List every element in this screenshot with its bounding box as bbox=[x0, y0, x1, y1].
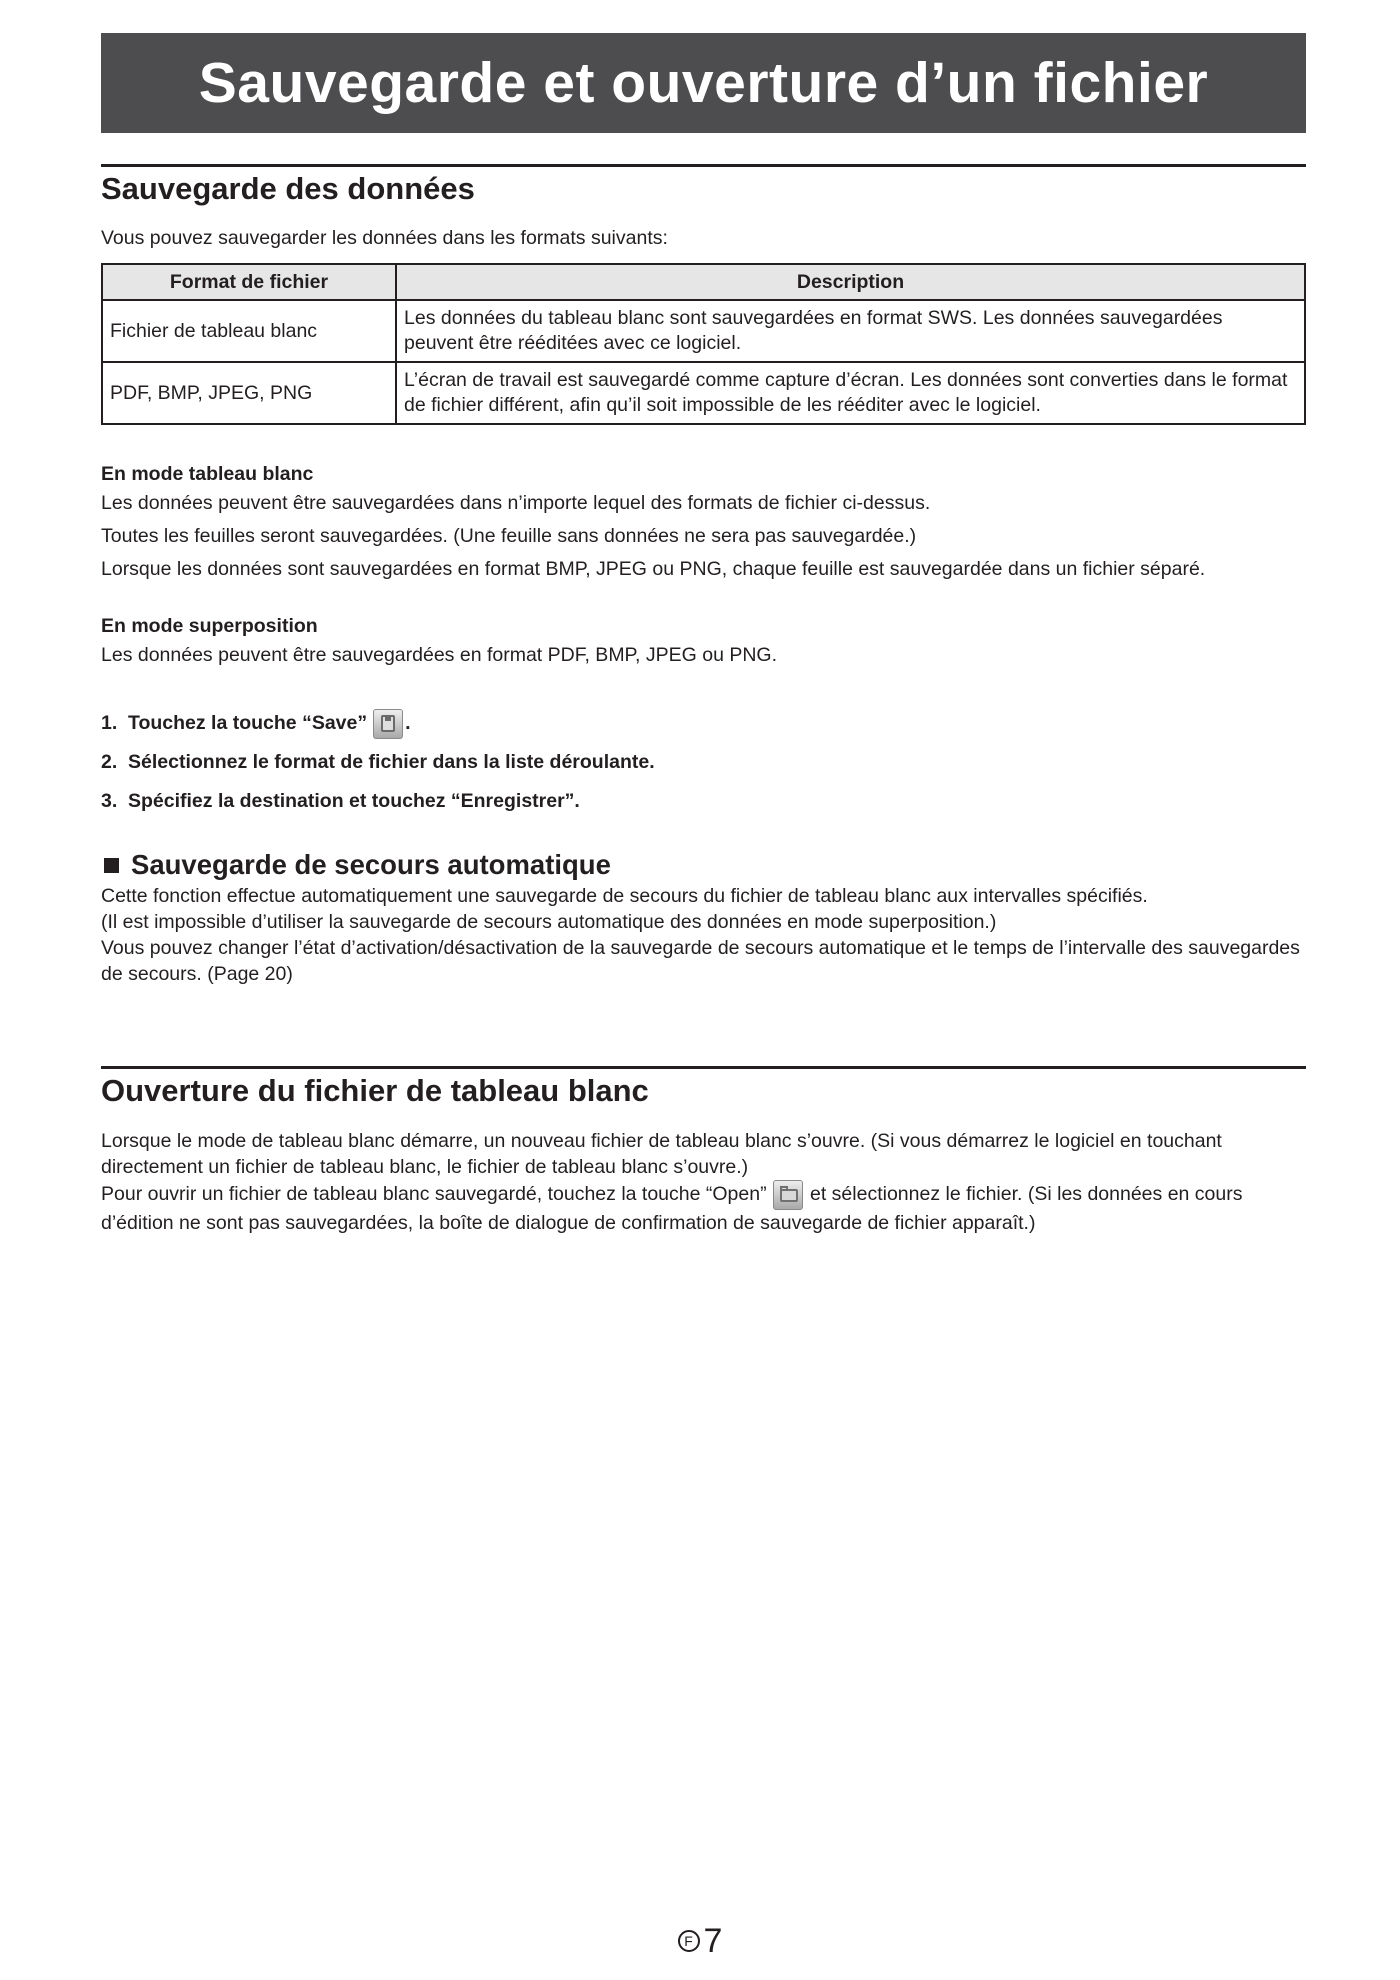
open-para-2 bbox=[101, 1180, 1306, 1236]
whiteboard-mode-block bbox=[101, 461, 1306, 586]
cell-description: Les données du tableau blanc sont sauvegardées en format SWS. Les données sauvegardées peuvent être rééditées avec ce logiciel. bbox=[396, 300, 1305, 362]
open-folder-icon bbox=[773, 1180, 803, 1210]
auto-backup-line: Vous pouvez changer l’état d’activation/désactivation de la sauvegarde de secours automatique et le temps de l’intervalle des sauvegardes de secours. (Page 20) bbox=[101, 937, 1300, 985]
open-section-body bbox=[101, 1128, 1306, 1236]
cell-format: Fichier de tableau blanc bbox=[102, 300, 396, 362]
open-section bbox=[101, 1066, 1306, 1236]
auto-backup-line: (Il est impossible d’utiliser la sauvegarde de secours automatique des données en mode superposition.) bbox=[101, 911, 997, 933]
step-text: Spécifiez la destination et touchez “Enregistrer”. bbox=[128, 790, 580, 812]
step-item bbox=[101, 704, 1306, 743]
step-item bbox=[101, 743, 1306, 782]
whiteboard-mode-line: Lorsque les données sont sauvegardées en format BMP, JPEG ou PNG, chaque feuille est sauvegardée dans un fichier séparé. bbox=[101, 558, 1206, 580]
step-text: Sélectionnez le format de fichier dans la liste déroulante. bbox=[128, 751, 655, 773]
language-mark: F bbox=[678, 1930, 700, 1952]
table-header-row bbox=[102, 264, 1305, 300]
table-row bbox=[102, 300, 1305, 362]
page-title: Sauvegarde et ouverture d’un fichier bbox=[198, 51, 1209, 115]
step-number: 3. bbox=[101, 790, 118, 812]
save-steps bbox=[101, 704, 1306, 821]
whiteboard-mode-line: Les données peuvent être sauvegardées dans n’importe lequel des formats de fichier ci-dessus. bbox=[101, 492, 931, 514]
cell-description: L’écran de travail est sauvegardé comme capture d’écran. Les données sont converties dans le format de fichier différent, afin qu’il soit impossible de les rééditer avec le logiciel. bbox=[396, 362, 1305, 424]
save-section-header bbox=[101, 164, 1306, 209]
whiteboard-mode-line: Toutes les feuilles seront sauvegardées. (Une feuille sans données ne sera pas sauvegardée.) bbox=[101, 525, 917, 547]
auto-backup-line: Cette fonction effectue automatiquement une sauvegarde de secours du fichier de tableau blanc aux intervalles spécifiés. bbox=[101, 885, 1148, 907]
auto-backup-heading-row bbox=[101, 848, 1306, 882]
save-intro: Vous pouvez sauvegarder les données dans les formats suivants: bbox=[101, 227, 668, 249]
auto-backup-body bbox=[101, 883, 1306, 987]
step-text: Touchez la touche “Save” bbox=[128, 712, 368, 734]
title-bar bbox=[101, 33, 1306, 133]
whiteboard-mode-heading: En mode tableau blanc bbox=[101, 463, 314, 485]
page-footer bbox=[0, 1922, 1400, 1960]
auto-backup-heading: Sauvegarde de secours automatique bbox=[131, 849, 611, 880]
save-section-heading: Sauvegarde des données bbox=[101, 171, 475, 206]
table-row bbox=[102, 362, 1305, 424]
open-section-header bbox=[101, 1066, 1306, 1111]
cell-format: PDF, BMP, JPEG, PNG bbox=[102, 362, 396, 424]
page bbox=[101, 33, 1306, 1236]
step-number: 2. bbox=[101, 751, 118, 773]
save-icon bbox=[373, 709, 403, 739]
open-para-1: Lorsque le mode de tableau blanc démarre, un nouveau fichier de tableau blanc s’ouvre. (Si vous démarrez le logiciel en touchant directement un fichier de tableau blanc, le fichier de tableau blanc s’ouvre.) bbox=[101, 1130, 1222, 1178]
open-para-2-before: Pour ouvrir un fichier de tableau blanc sauvegardé, touchez la touche “Open” bbox=[101, 1183, 767, 1206]
open-section-heading: Ouverture du fichier de tableau blanc bbox=[101, 1073, 649, 1108]
header-format: Format de fichier bbox=[102, 264, 396, 300]
formats-table bbox=[101, 263, 1306, 425]
square-bullet-icon bbox=[104, 858, 119, 873]
step-number: 1. bbox=[101, 712, 118, 734]
step-suffix: . bbox=[405, 712, 411, 734]
overlay-mode-line: Les données peuvent être sauvegardées en format PDF, BMP, JPEG ou PNG. bbox=[101, 644, 778, 666]
header-description: Description bbox=[396, 264, 1305, 300]
overlay-mode-heading: En mode superposition bbox=[101, 615, 318, 637]
step-item bbox=[101, 782, 1306, 821]
open-para-2-after: et sélectionnez le fichier. (Si les données en cours d’édition ne sont pas sauvegardées, la boîte de dialogue de confirmation de sauvegarde de fichier apparaît.) bbox=[101, 1183, 1243, 1234]
page-number: 7 bbox=[703, 1922, 723, 1960]
overlay-mode-block bbox=[101, 613, 1306, 672]
